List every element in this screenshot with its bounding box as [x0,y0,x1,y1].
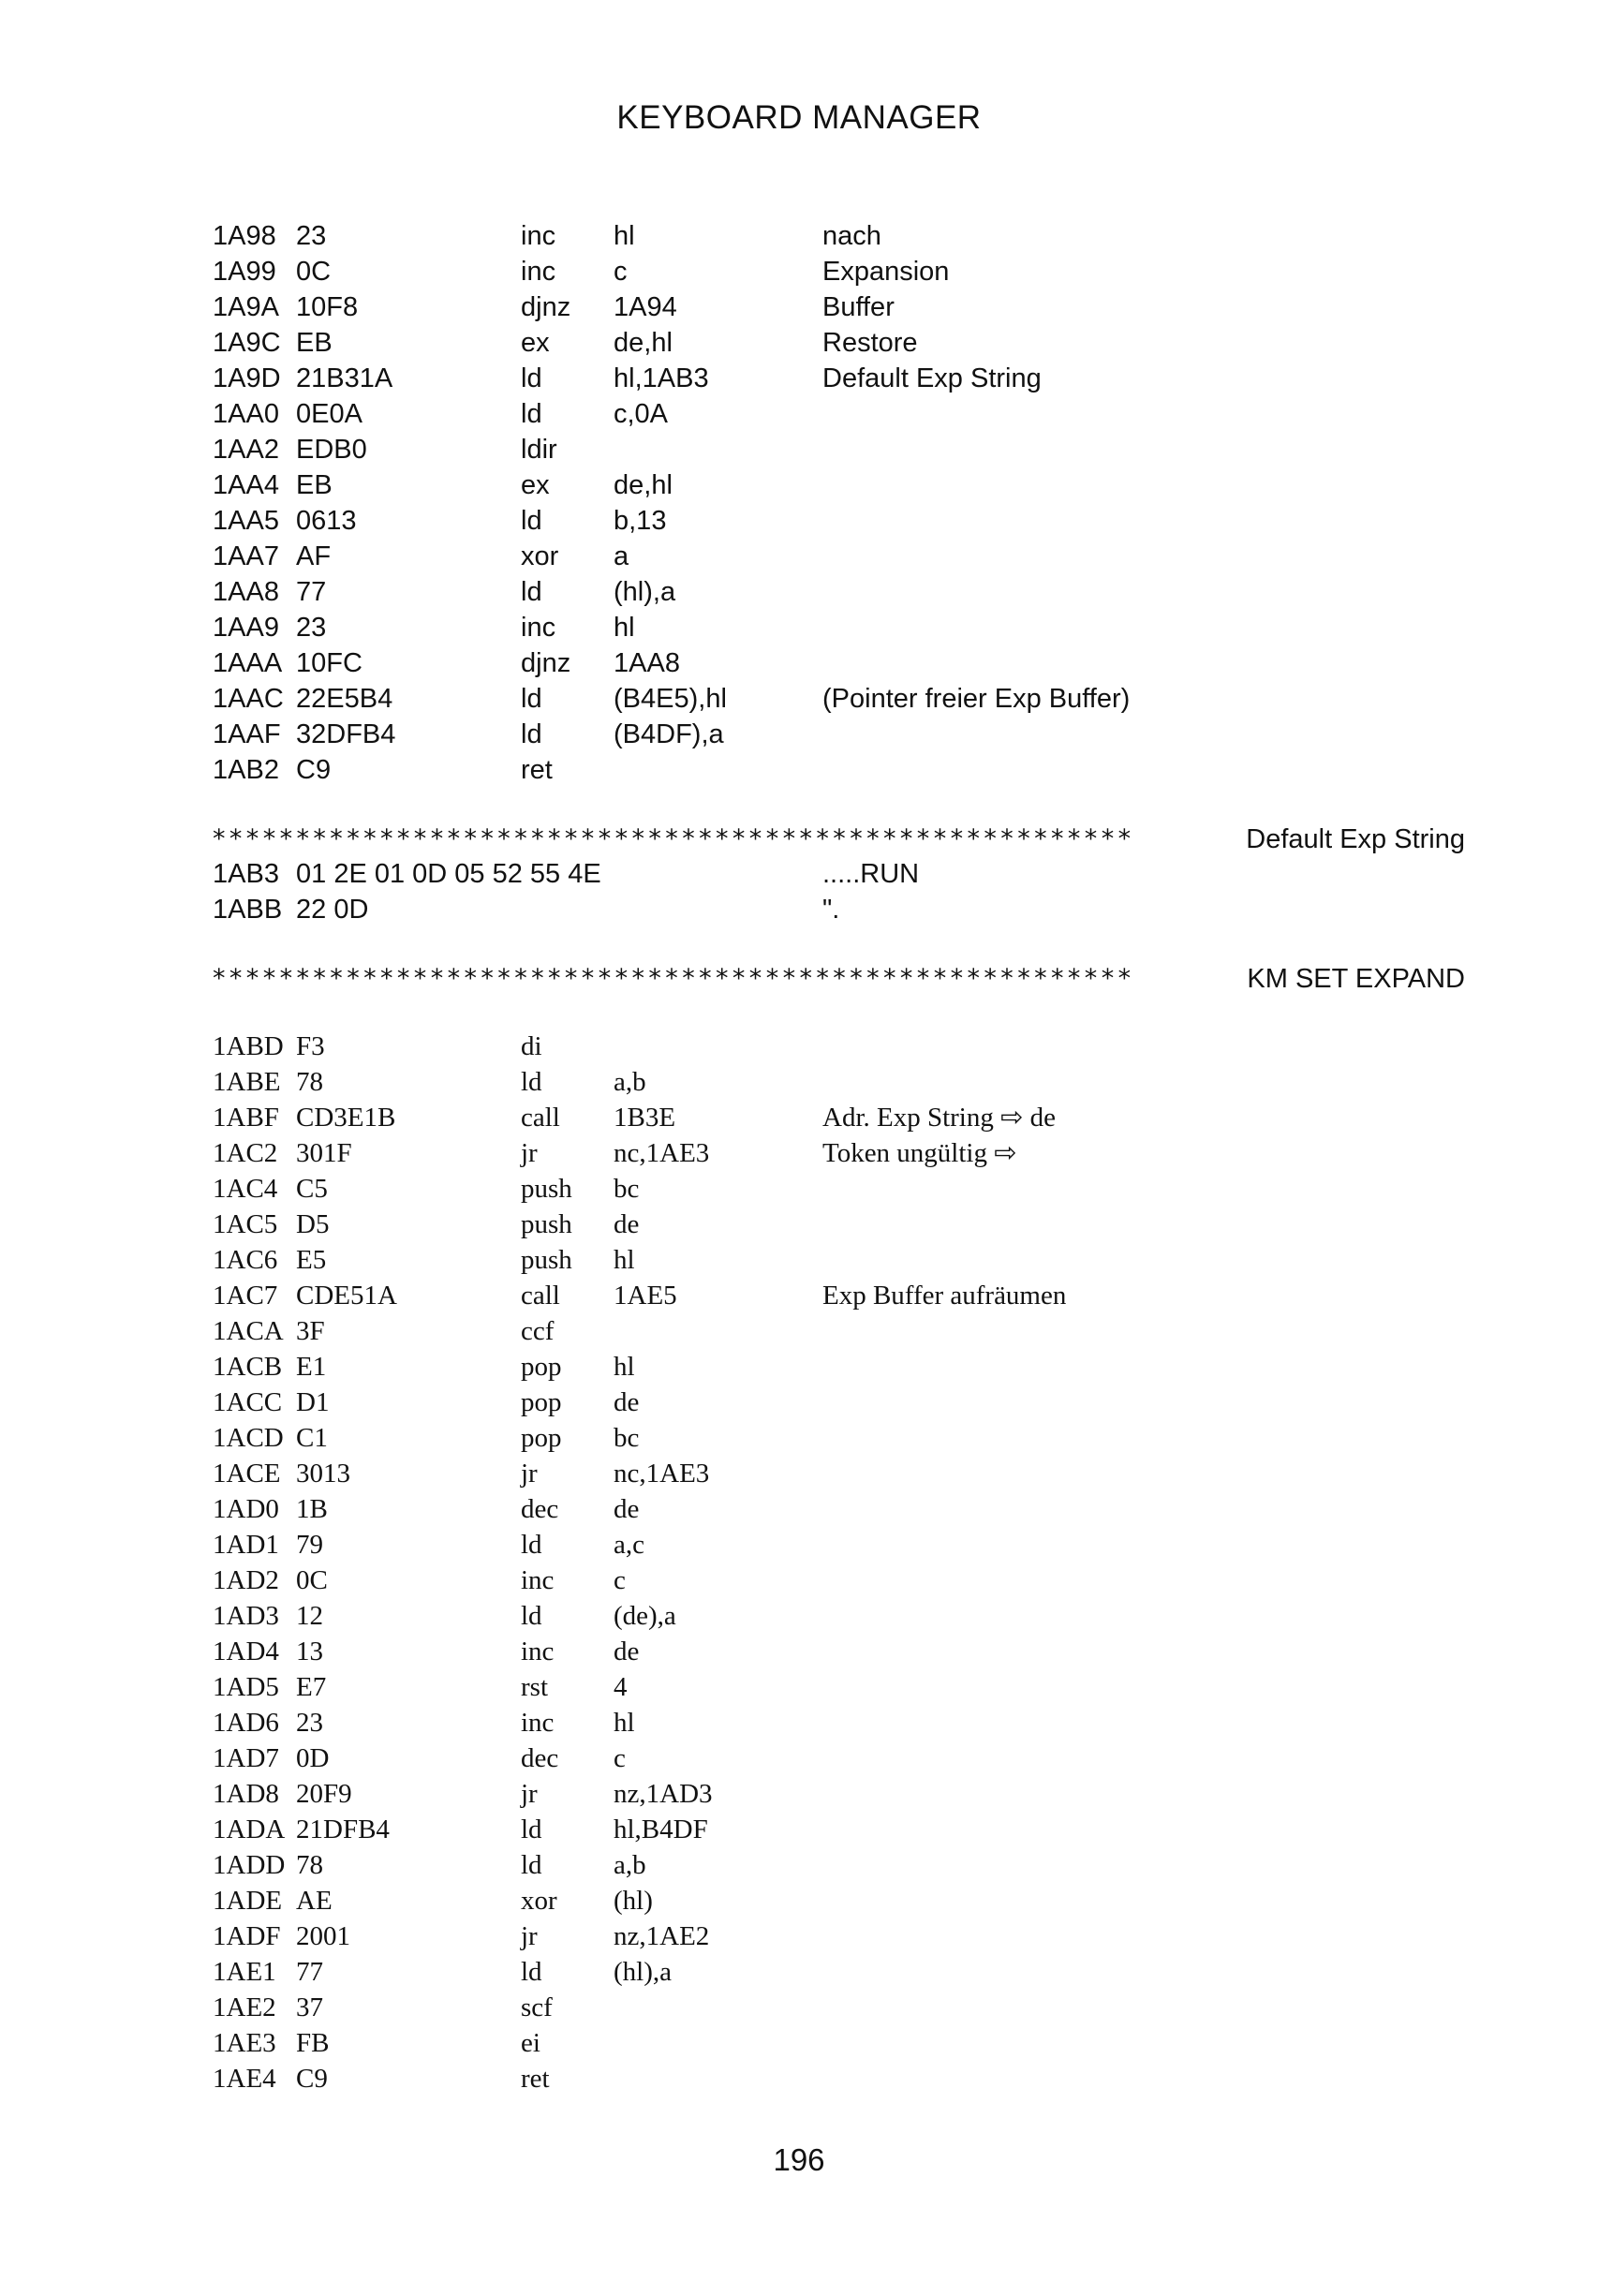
mnemonic: ei [521,2028,540,2058]
mnemonic: inc [521,221,556,251]
section-heading: Default Exp String [1246,824,1465,854]
address: 1ABD [213,1031,284,1061]
hex-bytes: 0E0A [296,399,363,429]
hex-bytes: 0C [296,1565,328,1595]
code-line [0,396,1598,432]
comment: Adr. Exp String ⇨ de [822,1103,1057,1133]
address: 1AA8 [213,577,279,607]
mnemonic: ld [521,363,542,393]
mnemonic: ex [521,328,550,358]
section-heading: KM SET EXPAND [1247,964,1465,994]
operand: de,hl [614,328,673,358]
mnemonic: di [521,1031,542,1061]
separator-stars: ******************************************************* [213,824,1135,853]
mnemonic: ld [521,719,542,749]
address: 1AC4 [213,1174,278,1204]
hex-bytes: F3 [296,1031,325,1061]
mnemonic: inc [521,1565,555,1595]
hex-bytes: 10F8 [296,292,359,322]
operand: nz,1AE2 [614,1921,710,1951]
code-line [0,1776,1598,1812]
mnemonic: pop [521,1352,562,1382]
address: 1AD0 [213,1494,279,1524]
code-line [0,1990,1598,2025]
mnemonic: call [521,1103,560,1133]
code-line [0,1171,1598,1207]
code-line [0,1954,1598,1990]
code-line [0,1349,1598,1385]
mnemonic: ld [521,1067,542,1097]
mnemonic: ccf [521,1316,555,1346]
mnemonic: push [521,1209,572,1239]
operand: nc,1AE3 [614,1459,710,1489]
code-line [0,1812,1598,1847]
hex-bytes: E1 [296,1352,327,1382]
operand: c [614,1565,626,1595]
comment: Buffer [822,292,895,322]
operand: de [614,1637,640,1666]
address: 1AA4 [213,470,279,500]
code-line [0,1029,1598,1064]
hex-bytes: 0C [296,257,332,287]
code-line [0,1278,1598,1313]
operand: hl [614,1245,635,1275]
operand: a,b [614,1850,646,1880]
code-line [0,325,1598,361]
operand: hl [614,1708,635,1738]
address: 1AD5 [213,1672,279,1702]
mnemonic: ld [521,684,542,714]
hex-bytes: 20F9 [296,1779,352,1809]
address: 1AE3 [213,2028,276,2058]
address: 1AD3 [213,1601,279,1631]
code-line [0,645,1598,681]
section-separator [0,960,1598,998]
hex-bytes: EB [296,328,333,358]
code-line [0,361,1598,396]
address: 1ABB [213,895,283,925]
mnemonic: dec [521,1743,559,1773]
hex-bytes: D5 [296,1209,330,1239]
mnemonic: xor [521,541,559,571]
hex-bytes: EDB0 [296,435,367,465]
mnemonic: jr [521,1921,538,1951]
code-line [0,717,1598,752]
address: 1ABE [213,1067,281,1097]
mnemonic: ld [521,1815,542,1844]
address: 1AC5 [213,1209,278,1239]
mnemonic: ld [521,506,542,536]
code-line [0,1741,1598,1776]
comment: Restore [822,328,918,358]
mnemonic: scf [521,1992,553,2022]
address: 1AD1 [213,1530,279,1560]
operand: nz,1AD3 [614,1779,713,1809]
address: 1AC7 [213,1281,278,1311]
code-line [0,289,1598,325]
hex-bytes: C9 [296,2064,328,2094]
hex-bytes: 1B [296,1494,328,1524]
mnemonic: pop [521,1423,562,1453]
hex-bytes: 22E5B4 [296,684,393,714]
code-line [0,1491,1598,1527]
hex-bytes: E7 [296,1672,327,1702]
hex-bytes: 37 [296,1992,323,2022]
operand: b,13 [614,506,667,536]
comment: Default Exp String [822,363,1042,393]
code-line [0,503,1598,539]
operand: (hl) [614,1886,653,1916]
mnemonic: ld [521,1957,542,1987]
mnemonic: push [521,1174,572,1204]
mnemonic: push [521,1245,572,1275]
code-line [0,574,1598,610]
hex-bytes: 21DFB4 [296,1815,390,1844]
address: 1AE1 [213,1957,276,1987]
comment: nach [822,221,881,251]
hex-bytes: FB [296,2028,330,2058]
mnemonic: jr [521,1459,538,1489]
address: 1ACB [213,1352,283,1382]
hex-bytes: EB [296,470,333,500]
code-line [0,2061,1598,2096]
address: 1A9A [213,292,279,322]
code-line [0,2025,1598,2061]
code-line [0,1669,1598,1705]
operand: (hl),a [614,577,676,607]
code-line [0,1563,1598,1598]
hex-bytes: CDE51A [296,1281,397,1311]
address: 1AB2 [213,755,279,785]
mnemonic: xor [521,1886,557,1916]
code-line [0,1598,1598,1634]
hex-bytes: 23 [296,1708,323,1738]
operand: 1B3E [614,1103,676,1133]
code-line [0,752,1598,788]
operand: a,b [614,1067,646,1097]
comment: (Pointer freier Exp Buffer) [822,684,1131,714]
operand: 1A94 [614,292,677,322]
operand: (B4DF),a [614,719,724,749]
code-line [0,254,1598,289]
mnemonic: rst [521,1672,548,1702]
hex-bytes: 3F [296,1316,325,1346]
hex-bytes: CD3E1B [296,1103,396,1133]
address: 1AAA [213,648,283,678]
hex-bytes: D1 [296,1387,330,1417]
hex-bytes: 13 [296,1637,323,1666]
code-line [0,1705,1598,1741]
hex-bytes: 23 [296,613,327,643]
mnemonic: jr [521,1779,538,1809]
comment: Expansion [822,257,950,287]
operand: a,c [614,1530,644,1560]
address: 1A9D [213,363,281,393]
mnemonic: ld [521,1601,542,1631]
address: 1ACD [213,1423,284,1453]
hex-bytes: 3013 [296,1459,350,1489]
hex-bytes: C1 [296,1423,328,1453]
mnemonic: ldir [521,435,557,465]
operand: 4 [614,1672,628,1702]
address: 1ACE [213,1459,281,1489]
address: 1ADE [213,1886,283,1916]
comment: .....RUN [822,859,920,889]
hex-bytes: 2001 [296,1921,350,1951]
address: 1ABF [213,1103,279,1133]
operand: (hl),a [614,1957,672,1987]
hex-bytes: 22 0D [296,895,369,925]
code-line [0,432,1598,467]
mnemonic: ret [521,2064,550,2094]
address: 1AD2 [213,1565,279,1595]
hex-bytes: 301F [296,1138,352,1168]
address: 1AC2 [213,1138,278,1168]
mnemonic: djnz [521,292,571,322]
operand: de,hl [614,470,673,500]
page-number: 196 [773,2142,825,2177]
hex-bytes: E5 [296,1245,327,1275]
hex-bytes: 12 [296,1601,323,1631]
code-line [0,218,1598,254]
address: 1AAF [213,719,281,749]
operand: nc,1AE3 [614,1138,710,1168]
address: 1AA5 [213,506,279,536]
code-line [0,1242,1598,1278]
page-title: KEYBOARD MANAGER [616,99,982,136]
operand: (B4E5),hl [614,684,727,714]
code-line [0,467,1598,503]
address: 1ADF [213,1921,281,1951]
operand: 1AA8 [614,648,680,678]
operand: hl [614,1352,635,1382]
mnemonic: dec [521,1494,559,1524]
hex-bytes: 0613 [296,506,357,536]
code-line [0,1313,1598,1349]
operand: de [614,1387,640,1417]
code-line [0,1420,1598,1456]
separator-stars: ******************************************************* [213,964,1135,993]
address: 1AE4 [213,2064,276,2094]
operand: c [614,257,628,287]
address: 1AB3 [213,859,279,889]
address: 1AD7 [213,1743,279,1773]
data-line [0,856,1598,892]
operand: (de),a [614,1601,676,1631]
operand: hl,1AB3 [614,363,709,393]
code-line [0,1456,1598,1491]
hex-bytes: 10FC [296,648,363,678]
address: 1AA9 [213,613,279,643]
address: 1AA0 [213,399,279,429]
address: 1AE2 [213,1992,276,2022]
operand: de [614,1494,640,1524]
mnemonic: ld [521,399,542,429]
operand: c [614,1743,626,1773]
address: 1AA2 [213,435,279,465]
code-line [0,1634,1598,1669]
code-line [0,1883,1598,1918]
mnemonic: jr [521,1138,538,1168]
comment: Exp Buffer aufräumen [822,1281,1067,1311]
address: 1AC6 [213,1245,278,1275]
mnemonic: inc [521,1708,555,1738]
code-line [0,1064,1598,1100]
section-separator [0,821,1598,858]
code-line [0,1207,1598,1242]
mnemonic: ld [521,1530,542,1560]
address: 1AAC [213,684,284,714]
hex-bytes: AF [296,541,332,571]
mnemonic: ld [521,1850,542,1880]
operand: hl [614,221,635,251]
mnemonic: pop [521,1387,562,1417]
hex-bytes: 79 [296,1530,323,1560]
operand: a [614,541,629,571]
operand: hl,B4DF [614,1815,708,1844]
address: 1A9C [213,328,281,358]
operand: 1AE5 [614,1281,677,1311]
comment: Token ungültig ⇨ [822,1138,1017,1168]
address: 1ACA [213,1316,284,1346]
comment: ". [822,895,840,925]
mnemonic: inc [521,613,556,643]
operand: c,0A [614,399,669,429]
code-line [0,1847,1598,1883]
code-line [0,1135,1598,1171]
operand: hl [614,613,635,643]
address: 1ACC [213,1387,283,1417]
hex-bytes: 77 [296,577,327,607]
code-line [0,1527,1598,1563]
address: 1A98 [213,221,276,251]
address: 1AD6 [213,1708,279,1738]
hex-bytes: AE [296,1886,333,1916]
hex-bytes: 0D [296,1743,330,1773]
address: 1A99 [213,257,276,287]
code-line [0,1100,1598,1135]
mnemonic: inc [521,1637,555,1666]
hex-bytes: 23 [296,221,327,251]
code-line [0,681,1598,717]
operand: de [614,1209,640,1239]
hex-bytes: 77 [296,1957,323,1987]
code-line [0,1385,1598,1420]
code-line [0,539,1598,574]
mnemonic: ret [521,755,553,785]
mnemonic: call [521,1281,560,1311]
operand: bc [614,1174,640,1204]
operand: bc [614,1423,640,1453]
hex-bytes: C9 [296,755,332,785]
hex-bytes: C5 [296,1174,328,1204]
address: 1AA7 [213,541,279,571]
mnemonic: ld [521,577,542,607]
address: 1ADD [213,1850,286,1880]
mnemonic: ex [521,470,550,500]
address: 1AD8 [213,1779,279,1809]
mnemonic: inc [521,257,556,287]
hex-bytes: 78 [296,1850,323,1880]
hex-bytes: 32DFB4 [296,719,396,749]
hex-bytes: 78 [296,1067,323,1097]
address: 1ADA [213,1815,286,1844]
data-line [0,892,1598,927]
hex-bytes: 21B31A [296,363,393,393]
code-line [0,1918,1598,1954]
code-line [0,610,1598,645]
address: 1AD4 [213,1637,279,1666]
hex-bytes: 01 2E 01 0D 05 52 55 4E [296,859,601,889]
mnemonic: djnz [521,648,571,678]
